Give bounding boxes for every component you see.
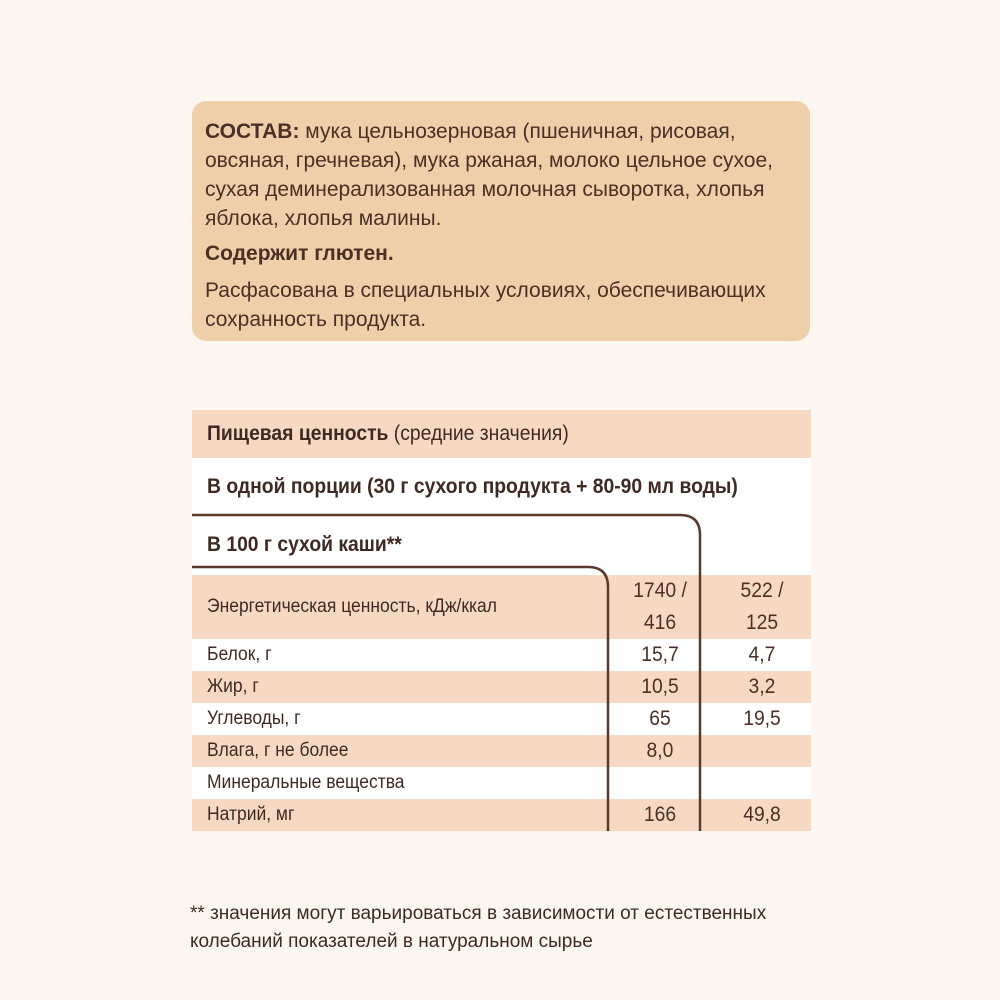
serving-header-row xyxy=(192,458,811,515)
row-name: Белок, г xyxy=(207,644,272,665)
composition-label: СОСТАВ: xyxy=(205,120,300,143)
row-serving xyxy=(716,575,808,639)
energy-kj-per100: 1740 / xyxy=(633,579,687,602)
table-row xyxy=(192,703,811,735)
gluten-warning: Содержит глютен. xyxy=(205,242,394,265)
row-per100: 8,0 xyxy=(646,739,674,762)
nutrition-title-row xyxy=(192,410,811,458)
row-per100 xyxy=(614,575,706,639)
table-row xyxy=(192,767,811,799)
row-per100: 15,7 xyxy=(641,643,679,666)
nutrition-title: Пищевая ценность (средние значения) xyxy=(207,422,569,445)
row-name: Минеральные вещества xyxy=(207,772,405,793)
composition-box xyxy=(192,101,810,341)
table-row xyxy=(192,735,811,767)
footnote: ** значения могут варьироваться в зависимости от естественных колебаний показателей в натуральном сырье xyxy=(190,903,767,952)
row-per100: 10,5 xyxy=(641,675,679,698)
per100-header: В 100 г сухой каши** xyxy=(207,533,402,556)
row-name: Жир, г xyxy=(207,676,259,697)
row-serving: 49,8 xyxy=(743,803,781,826)
row-name: Натрий, мг xyxy=(207,804,295,825)
row-name: Углеводы, г xyxy=(207,708,301,729)
row-name: Влага, г не более xyxy=(207,740,349,761)
per100-header-row xyxy=(192,515,811,575)
row-serving: 4,7 xyxy=(748,643,776,666)
composition-ingredients: мука цельнозерновая (пшеничная, рисовая, овсяная, гречневая), мука ржаная, молоко цельное сухое, сухая деминерализованная молочная сыворотка, хлопья яблока, хлопья малины. xyxy=(205,120,773,230)
table-row xyxy=(192,671,811,703)
composition-text xyxy=(205,117,800,233)
packing-note: Расфасована в специальных условиях, обеспечивающих сохранность продукта. xyxy=(205,279,766,331)
table-row xyxy=(192,799,811,831)
row-per100: 166 xyxy=(643,803,677,826)
energy-kcal-per100: 416 xyxy=(643,611,677,634)
energy-kcal-serving: 125 xyxy=(745,611,779,634)
table-row xyxy=(192,639,811,671)
energy-kj-serving: 522 / xyxy=(740,579,784,602)
row-serving: 19,5 xyxy=(743,707,781,730)
row-name: Энергетическая ценность, кДж/ккал xyxy=(207,596,497,617)
serving-header: В одной порции (30 г сухого продукта + 80-90 мл воды) xyxy=(207,474,738,498)
row-serving: 3,2 xyxy=(748,675,776,698)
row-per100: 65 xyxy=(649,707,671,730)
table-row xyxy=(192,575,811,639)
